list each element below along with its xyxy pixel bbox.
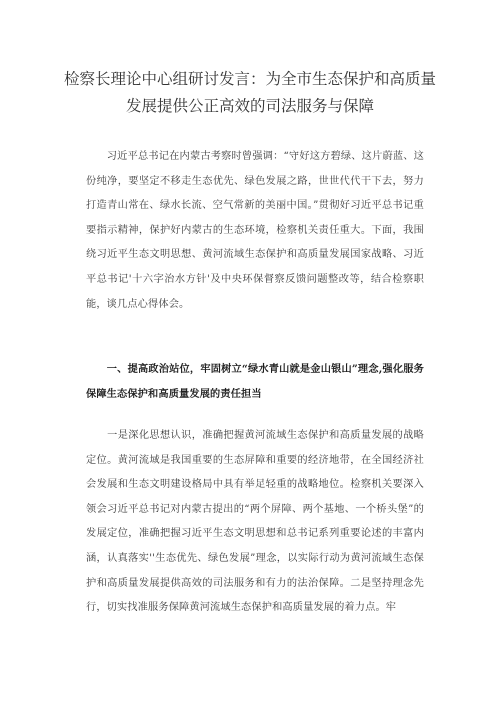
body-paragraph: 一是深化思想认识，准确把握黄河流域生态保护和高质量发展的战略定位。黄河流域是我国重要的生态屏障和重要的经济地带，在全国经济社会发展和生态文明建设格局中具有举足轻重的战略地位。检察机关要深入领会习近平总书记对内蒙古提出的“两个屏障、两个基地、一个桥头堡”的发展定位，准确把握习近平生态文明思想和总书记系列重要论述的丰富内涵，认真落实''生态优先、绿色发展”理念，以实际行动为黄河流域生态保护和高质量发展提供高效的司法服务和有力的法治保障。二是坚持理念先行，切实找准服务保障黄河流域生态保护和高质量发展的着力点。牢 [86, 430, 424, 614]
document-title: 检察长理论中心组研讨发言：为全市生态保护和高质量发展提供公正高效的司法服务与保障 [63, 70, 436, 115]
section-heading: 一、提高政治站位，牢固树立“绿水青山就是金山银山”理念,强化服务保障生态保护和高质量发展的责任担当 [86, 363, 424, 400]
intro-paragraph: 习近平总书记在内蒙古考察时曾强调：“守好这方碧绿、这片蔚蓝、这份纯净，要坚定不移走生态优先、绿色发展之路，世世代代干下去，努力打造青山常在、绿水长流、空气常新的美丽中国。”贯彻好习近平总书记重要指示精神，保护好内蒙古的生态环境，检察机关责任重大。下面，我围绕习近平生态文明思想、黄河流域生态保护和高质量发展国家战略、习近平总书记'十六字治水方针'及中央环保督察反馈问题整改等，结合检察职能，谈几点心得体会。 [86, 151, 424, 310]
